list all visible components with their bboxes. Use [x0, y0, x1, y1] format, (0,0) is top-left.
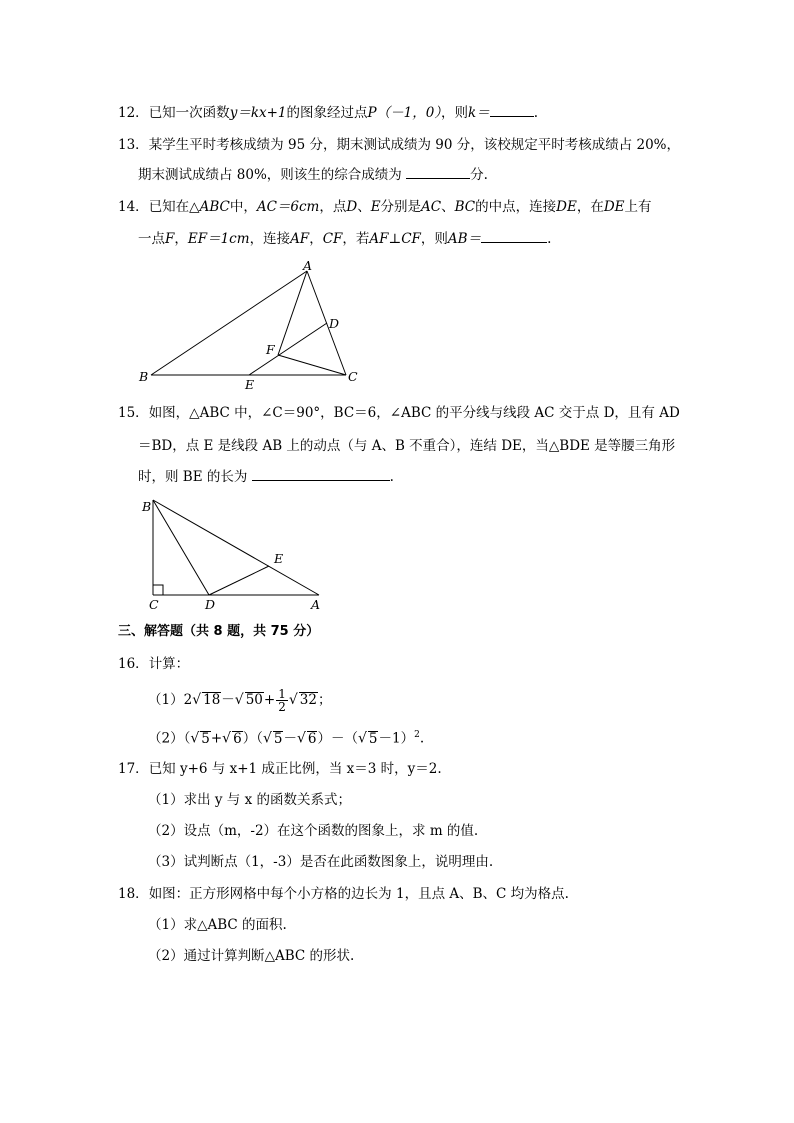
var: AF	[290, 231, 310, 247]
label-e: E	[245, 377, 255, 390]
segment-fc	[278, 355, 346, 375]
var: CF	[322, 231, 343, 247]
question-16	[118, 655, 189, 673]
var: DE	[556, 199, 577, 215]
radical-sign: √	[234, 692, 244, 708]
operator: +	[210, 730, 223, 747]
var: EF＝1cm	[187, 231, 250, 247]
text: ＝BD，点 E 是线段 AB 上的动点（与 A、B 不重合），连结 DE，当△BDE 是等腰三角形	[138, 438, 676, 454]
text: 中，	[229, 199, 257, 215]
label-d: D	[205, 597, 216, 612]
text: 已知一次函数	[148, 105, 230, 121]
segment-bd	[153, 500, 209, 595]
text: ，	[174, 231, 188, 247]
question-number: 13．	[118, 137, 149, 153]
text: ，若	[342, 231, 370, 247]
radicand: 5	[201, 730, 210, 747]
text: ；	[317, 692, 332, 708]
segment-af	[278, 271, 307, 355]
question-number: 15．	[118, 405, 149, 421]
text: 已知 y+6 与 x+1 成正比例，当 x＝3 时，y＝2.	[148, 761, 442, 777]
text: .	[389, 469, 394, 485]
answer-blank[interactable]	[490, 104, 534, 117]
function-expression: y＝kx+1	[229, 105, 287, 121]
radical-sign: √	[222, 730, 232, 747]
exponent: 2	[414, 730, 420, 740]
question-15-line2	[138, 437, 675, 455]
segment-ab	[151, 271, 307, 375]
ask: k＝	[468, 105, 490, 121]
text: 分.	[470, 167, 488, 183]
var: AC	[421, 199, 442, 215]
text: ）－（	[317, 730, 358, 747]
text: 上有	[624, 199, 652, 215]
text: 分别是	[380, 199, 422, 215]
question-18-part2: （2）通过计算判断△ABC 的形状.	[148, 948, 355, 964]
right-angle-mark	[153, 585, 163, 595]
question-14	[118, 198, 652, 216]
question-13	[118, 136, 680, 154]
radicand: 6	[307, 730, 317, 747]
question-17-part1: （1）求出 y 与 x 的函数关系式；	[148, 792, 351, 808]
text: 、	[441, 199, 455, 215]
answer-blank[interactable]	[481, 230, 547, 243]
label-a: A	[311, 597, 321, 612]
radicand: 5	[368, 730, 378, 747]
var: AB＝	[447, 231, 482, 247]
question-17-part2: （2）设点（m，-2）在这个函数的图象上，求 m 的值.	[148, 823, 479, 839]
question-number: 18．	[118, 886, 149, 902]
operator: －	[221, 692, 235, 708]
radical-sign: √	[190, 730, 200, 747]
label-d: D	[329, 316, 340, 331]
question-18-part1: （1）求△ABC 的面积.	[148, 917, 287, 933]
var: AC＝6cm	[256, 199, 320, 215]
text: 期末测试成绩占 80%，则该生的综合成绩为	[138, 167, 402, 183]
operator: －	[283, 730, 297, 747]
text: 某学生平时考核成绩为 95 分，期末测试成绩为 90 分，该校规定平时考核成绩占 20%，	[148, 137, 681, 153]
text: ，点	[319, 199, 347, 215]
text: ，	[309, 231, 323, 247]
text: 如图，△ABC 中，∠C＝90°，BC＝6，∠ABC 的平分线与线段 AC 交于点 D，且有 AD	[148, 405, 680, 421]
denominator: 2	[278, 700, 286, 714]
radical-sign: √	[357, 730, 367, 747]
text: ，连接	[249, 231, 291, 247]
radical-sign: √	[192, 692, 202, 708]
question-14-line2	[138, 230, 551, 248]
radicand: 5	[273, 730, 283, 747]
figure-15	[135, 495, 330, 613]
text: 、	[357, 199, 371, 215]
part-label: （1）	[148, 692, 184, 708]
numerator: 1	[278, 687, 286, 701]
text: ，在	[576, 199, 604, 215]
text: ，则	[441, 105, 469, 121]
radical-sign: √	[288, 692, 298, 708]
question-number: 16．	[118, 656, 149, 672]
var: BC	[454, 199, 476, 215]
var: E	[370, 199, 381, 215]
radical-sign: √	[262, 730, 272, 747]
fraction	[276, 688, 288, 713]
label-b: B	[139, 369, 149, 384]
text: .	[547, 231, 552, 247]
question-13-line2	[138, 166, 488, 184]
var: D	[346, 199, 358, 215]
text: 一点	[138, 231, 165, 247]
part-label: （2）	[148, 730, 184, 747]
segment-de	[209, 566, 269, 595]
text: （	[183, 730, 191, 747]
var: DE	[603, 199, 625, 215]
coef: 2	[183, 692, 193, 708]
text: .	[419, 730, 425, 747]
label-b: B	[142, 499, 152, 514]
answer-blank[interactable]	[406, 166, 470, 179]
text: 已知在△	[148, 199, 200, 215]
text: .	[533, 105, 539, 121]
operator: +	[263, 692, 276, 708]
radical-sign: √	[296, 730, 306, 747]
segment-ed	[249, 323, 327, 375]
var: ABC	[199, 199, 230, 215]
question-number: 17．	[118, 761, 149, 777]
text: 的图象经过点	[286, 105, 368, 121]
var: F	[165, 231, 175, 247]
section-heading: 三、解答题（共 8 题，共 75 分）	[118, 624, 320, 639]
question-12	[118, 104, 538, 122]
question-15-line3	[138, 468, 394, 486]
radicand: 50	[245, 692, 263, 708]
label-c: C	[149, 597, 159, 612]
text: ，则	[420, 231, 448, 247]
text: 的中点，连接	[475, 199, 557, 215]
var: AF⊥CF	[369, 231, 421, 247]
question-number: 12．	[118, 105, 149, 121]
point-p: P（－1，0）	[367, 105, 442, 121]
label-e: E	[274, 551, 284, 566]
text: ）（	[242, 730, 263, 747]
label-a: A	[303, 258, 313, 273]
text: －1）	[378, 730, 415, 747]
text: 计算：	[148, 656, 190, 672]
question-16-part2	[148, 726, 424, 748]
question-15	[118, 404, 680, 422]
label-c: C	[348, 369, 358, 384]
text: 如图：正方形网格中每个小方格的边长为 1，且点 A、B、C 均为格点.	[148, 886, 569, 902]
figure-14	[130, 255, 370, 390]
question-17-part3: （3）试判断点（1，-3）是否在此函数图象上，说明理由.	[148, 854, 494, 870]
question-number: 14．	[118, 199, 149, 215]
answer-blank[interactable]	[252, 468, 390, 481]
segment-ba	[153, 500, 319, 595]
question-16-part1	[148, 688, 331, 713]
text: 时，则 BE 的长为	[138, 469, 248, 485]
radicand: 6	[233, 730, 242, 747]
label-f: F	[266, 342, 275, 357]
radicand: 32	[299, 692, 317, 708]
radicand: 18	[203, 692, 221, 708]
question-18	[118, 885, 569, 903]
question-17	[118, 760, 442, 778]
